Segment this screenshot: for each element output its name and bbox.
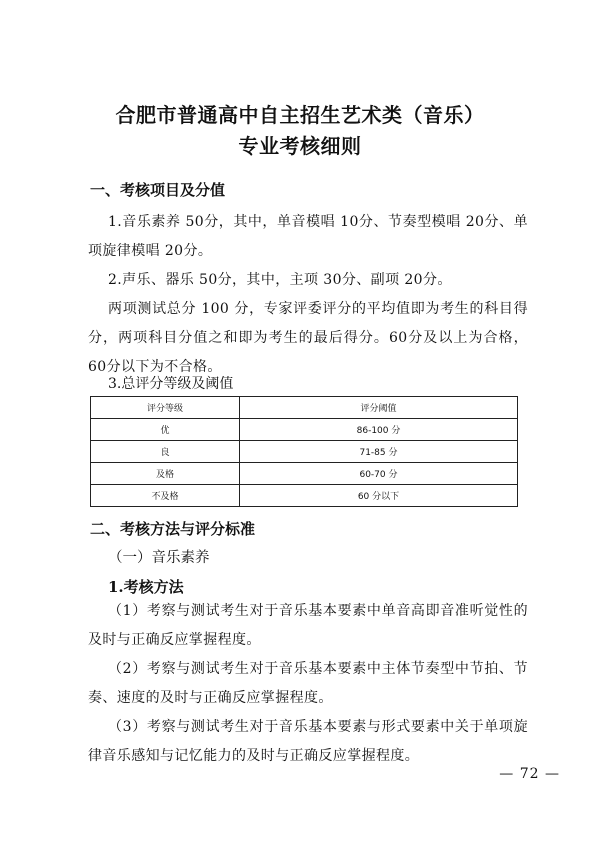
section1-heading: 一、考核项目及分值 [90,181,226,199]
section2-subheading: （一）音乐素养 [108,550,210,566]
table-cell: 60-70 分 [240,463,518,485]
table-header-cell: 评分阈值 [240,397,518,419]
table-cell: 86-100 分 [240,419,518,441]
page-number: — 72 — [499,766,560,782]
table-row [91,485,518,507]
table-caption: 3.总评分等级及阈值 [108,376,234,392]
table-header-cell: 评分等级 [91,397,240,419]
table-cell: 优 [91,419,240,441]
table-cell: 良 [91,441,240,463]
section1-item1: 1.音乐素养 50分，其中，单音模唱 10分、节奏型模唱 20分、单项旋律模唱 20分。 [88,214,528,259]
method-item-3: （3）考察与测试考生对于音乐基本要素与形式要素中关于单项旋律音乐感知与记忆能力的及时与正确反应掌握程度。 [88,719,528,764]
table-cell: 71-85 分 [240,441,518,463]
table-row [91,463,518,485]
document-title-line2: 专业考核细则 [238,134,362,158]
table-header-row [91,397,518,419]
section1-item2: 2.声乐、器乐 50分，其中，主项 30分、副项 20分。 [108,272,452,288]
table-cell: 60 分以下 [240,485,518,507]
method-item-1: （1）考察与测试考生对于音乐基本要素中单音高即音准听觉性的及时与正确反应掌握程度。 [88,603,528,648]
section2-heading: 二、考核方法与评分标准 [90,520,256,538]
table-row [91,441,518,463]
table-cell: 及格 [91,463,240,485]
table-cell: 不及格 [91,485,240,507]
document-title-line1: 合肥市普通高中自主招生艺术类（音乐） [115,103,485,127]
section1-item3: 两项测试总分 100 分，专家评委评分的平均值即为考生的科目得分，两项科目分值之和即为考生的最后得分。60分及以上为合格，60分以下为不合格。 [88,301,528,375]
method-item-2: （2）考察与测试考生对于音乐基本要素中主体节奏型中节拍、节奏、速度的及时与正确反应掌握程度。 [88,661,528,706]
table-row [91,419,518,441]
method-heading: 1.考核方法 [108,578,184,596]
grade-threshold-table [90,396,518,507]
